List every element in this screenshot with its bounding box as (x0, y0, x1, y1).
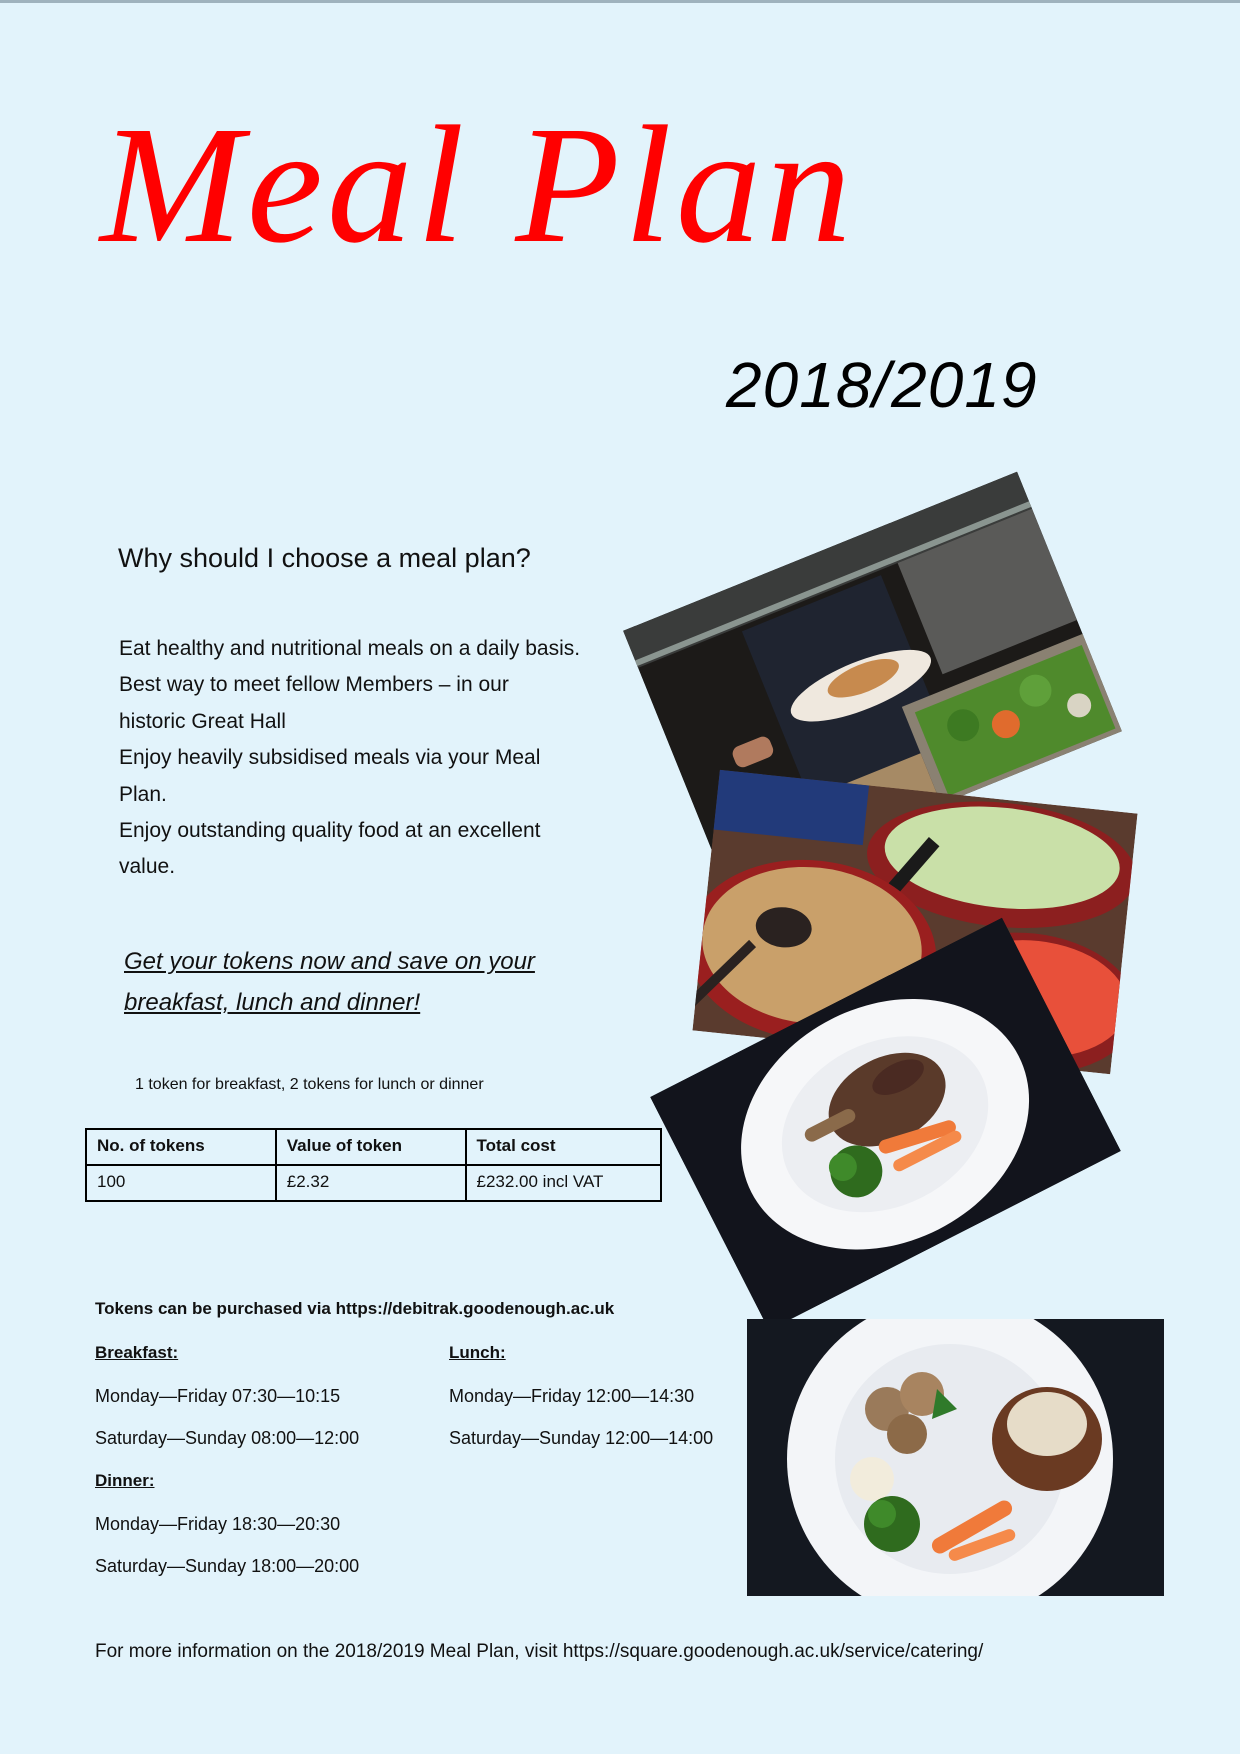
section-heading: Why should I choose a meal plan? (118, 543, 531, 573)
column-header: No. of tokens (86, 1129, 276, 1165)
breakfast-heading: Breakfast: (95, 1343, 179, 1362)
column-header: Value of token (276, 1129, 466, 1165)
column-header: Total cost (466, 1129, 662, 1165)
lunch-weekend-hours: Saturday—Sunday 12:00—14:00 (449, 1428, 714, 1448)
table-header-row (86, 1129, 661, 1165)
table-cell: £2.32 (276, 1165, 466, 1201)
breakfast-weekday-hours: Monday—Friday 07:30—10:15 (95, 1386, 341, 1406)
footer-info: For more information on the 2018/2019 Meal Plan, visit https://square.goodenough.ac.uk/service/catering/ (95, 1641, 984, 1662)
pricing-table (85, 1128, 662, 1202)
academic-year: 2018/2019 (726, 349, 1038, 421)
benefit-item: Best way to meet fellow Members – in our historic Great Hall (119, 673, 509, 733)
photo-chicken-plate (747, 1319, 1164, 1596)
token-info: 1 token for breakfast, 2 tokens for lunch or dinner (135, 1076, 484, 1093)
benefit-item: Enjoy heavily subsidised meals via your Meal Plan. (119, 746, 541, 806)
benefit-item: Eat healthy and nutritional meals on a daily basis. (119, 637, 581, 660)
table-row (86, 1165, 661, 1201)
dinner-weekend-hours: Saturday—Sunday 18:00—20:00 (95, 1556, 360, 1576)
benefits-list (119, 631, 639, 886)
purchase-info: Tokens can be purchased via https://debitrak.goodenough.ac.uk (95, 1299, 615, 1318)
table-cell: £232.00 incl VAT (466, 1165, 662, 1201)
table-cell: 100 (86, 1165, 276, 1201)
call-to-action: Get your tokens now and save on your breakfast, lunch and dinner! (124, 948, 535, 1016)
dinner-heading: Dinner: (95, 1471, 155, 1490)
benefit-item: Enjoy outstanding quality food at an excellent value. (119, 819, 541, 879)
page-title: Meal Plan (100, 92, 856, 278)
dinner-weekday-hours: Monday—Friday 18:30—20:30 (95, 1514, 341, 1534)
breakfast-weekend-hours: Saturday—Sunday 08:00—12:00 (95, 1428, 360, 1448)
lunch-weekday-hours: Monday—Friday 12:00—14:30 (449, 1386, 695, 1406)
lunch-heading: Lunch: (449, 1343, 506, 1362)
